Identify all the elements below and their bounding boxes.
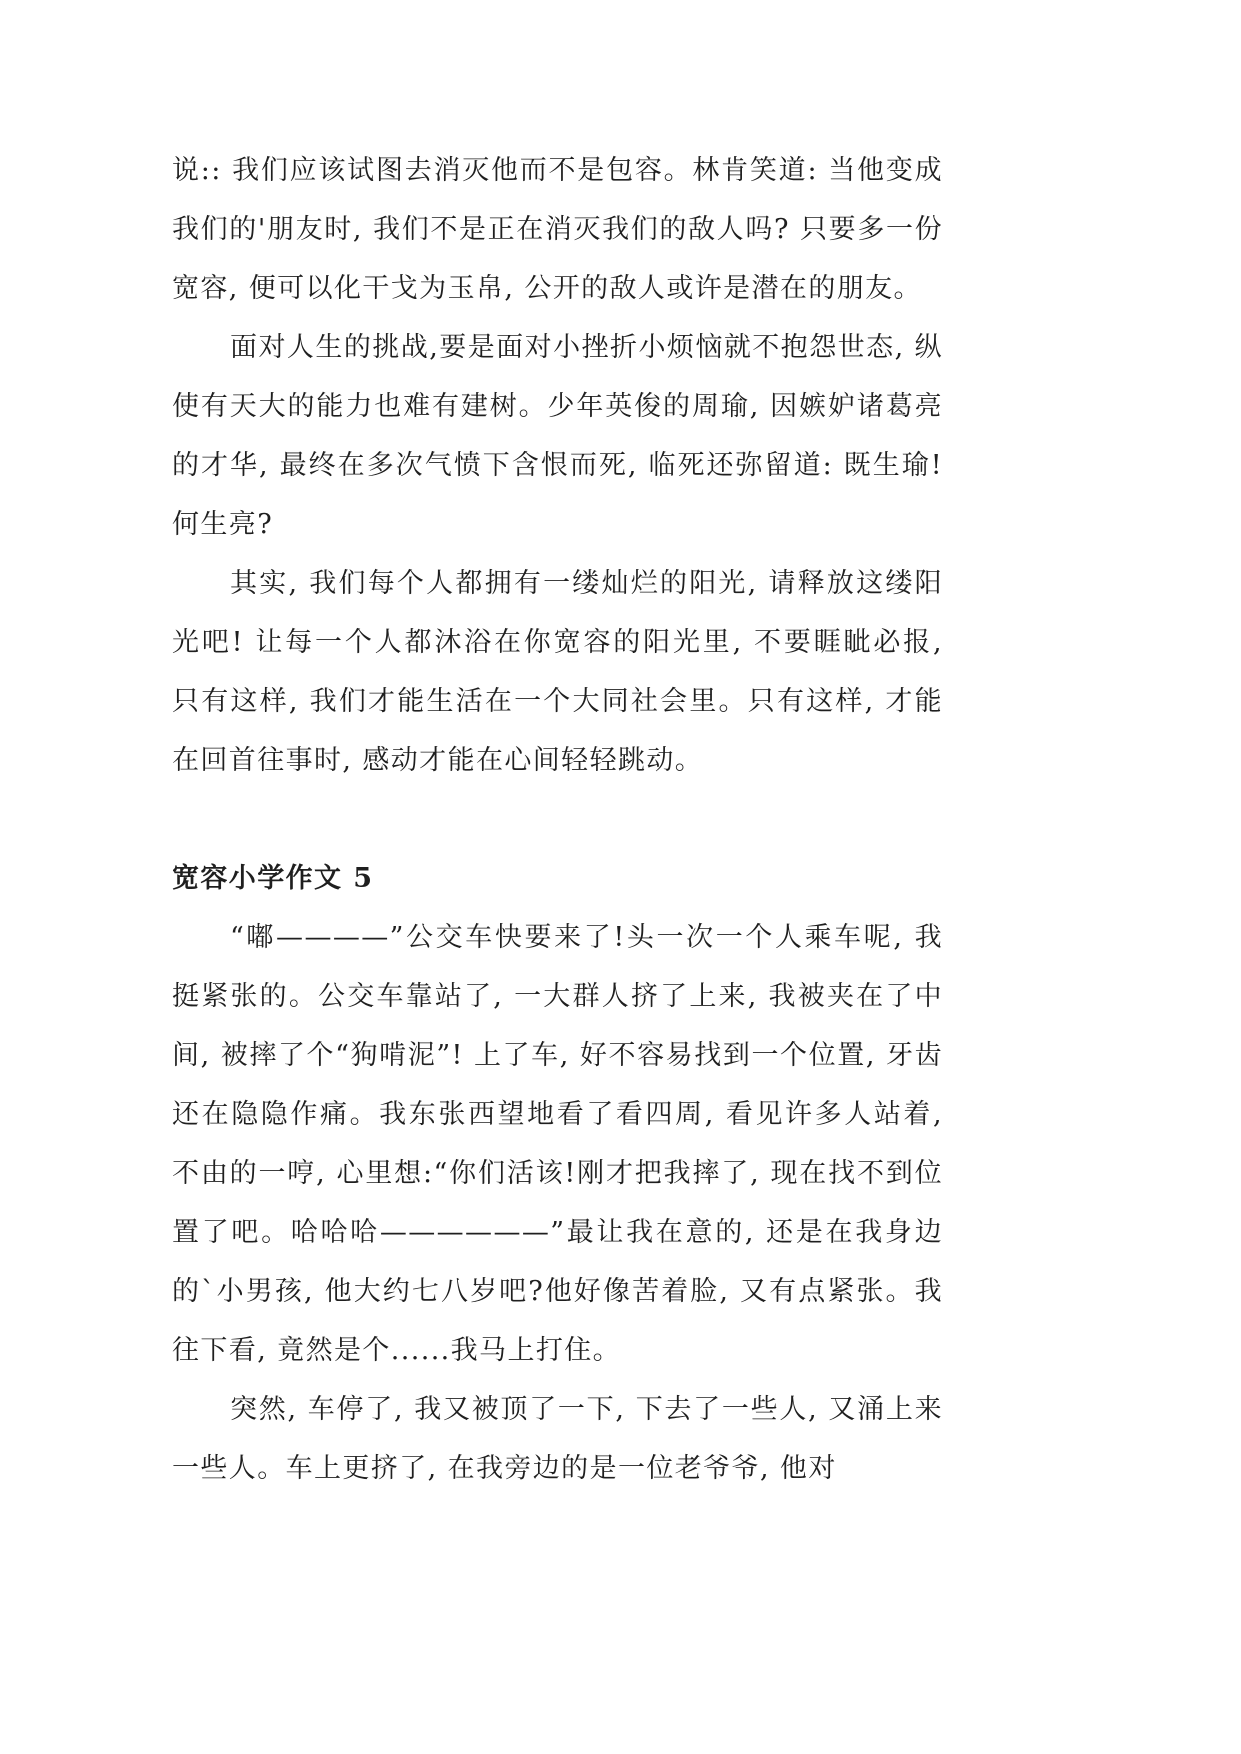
paragraph-3: 其实, 我们每个人都拥有一缕灿烂的阳光, 请释放这缕阳光吧! 让每一个人都沐浴在你宽容的阳光里, 不要睚眦必报, 只有这样, 我们才能生活在一个大同社会里。只有这样, 才能在回首往事时, 感动才能在心间轻轻跳动。 [172, 568, 943, 776]
paragraph-2: 面对人生的挑战,要是面对小挫折小烦恼就不抱怨世态, 纵使有天大的能力也难有建树。少年英俊的周瑜, 因嫉妒诸葛亮的才华, 最终在多次气愤下含恨而死, 临死还弥留道: 既生瑜! 何生亮? [172, 332, 943, 540]
document-body [172, 141, 943, 1498]
paragraph-1: 说:: 我们应该试图去消灭他而不是包容。林肯笑道: 当他变成我们的'朋友时, 我们不是正在消灭我们的敌人吗? 只要多一份宽容, 便可以化干戈为玉帛, 公开的敌人或许是潜在的朋友。 [172, 155, 943, 304]
section-heading: 宽容小学作文 5 [172, 863, 374, 894]
paragraph-5: 突然, 车停了, 我又被顶了一下, 下去了一些人, 又涌上来一些人。车上更挤了, 在我旁边的是一位老爷爷, 他对 [172, 1394, 943, 1484]
section-spacer [172, 790, 943, 849]
paragraph-4: “嘟————”公交车快要来了!头一次一个人乘车呢, 我挺紧张的。公交车靠站了, 一大群人挤了上来, 我被夹在了中间, 被摔了个“狗啃泥”! 上了车, 好不容易找到一个位置, 牙齿还在隐隐作痛。我东张西望地看了看四周, 看见许多人站着, 不由的一哼, 心里想:“你们活该!刚才把我摔了, 现在找不到位置了吧。哈哈哈——————”最让我在意的, 还是在我身边的`小男孩, 他大约七八岁吧?他好像苦着脸, 又有点紧张。我往下看, 竟然是个......我马上打住。 [172, 922, 943, 1366]
